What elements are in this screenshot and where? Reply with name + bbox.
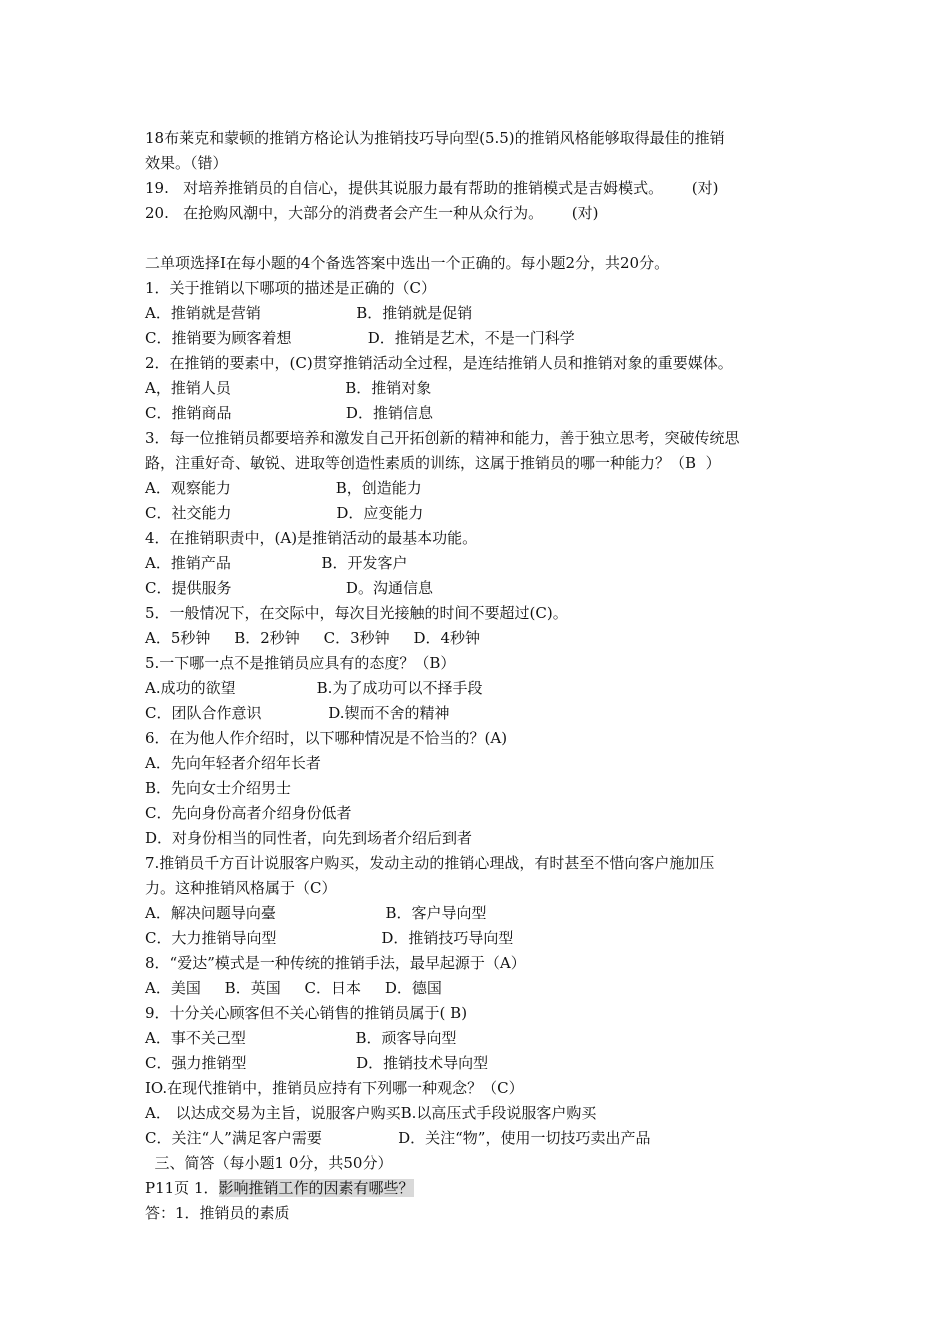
question-7-line1: 7.推销员千方百计说服客户购买，发动主动的推销心理战，有时甚至不惜向客户施加压 <box>145 854 715 872</box>
question-2: 2．在推销的要素中，(C)贯穿推销活动全过程，是连结推销人员和推销对象的重要媒体。 <box>145 354 733 372</box>
question-8: 8．“爱达”模式是一种传统的推销手法，最早起源于（A） <box>145 954 526 972</box>
question-9: 9．十分关心顾客但不关心销售的推销员属于( B) <box>145 1004 468 1022</box>
question-1-options-cd: C．推销要为顾客着想 D．推销是艺术，不是一门科学 <box>145 329 575 347</box>
question-2-options-cd: C．推销商品 D．推销信息 <box>145 404 433 422</box>
tf-item-18-line2: 效果。（错） <box>145 154 228 172</box>
question-10-options-ab: A． 以达成交易为主旨，说服客户购买B.以高压式手段说服客户购买 <box>145 1104 597 1122</box>
answer-line: 答：1．推销员的素质 <box>145 1204 290 1222</box>
question-6-option-d: D．对身份相当的同性者，向先到场者介绍后到者 <box>145 829 473 847</box>
question-6-option-b: B．先向女士介绍男士 <box>145 779 292 797</box>
question-1: 1．关于推销以下哪项的描述是正确的（C） <box>145 279 437 297</box>
question-5b: 5.一下哪一点不是推销员应具有的态度？（B） <box>145 654 456 672</box>
question-4-options-cd: C．提供服务 D。沟通信息 <box>145 579 433 597</box>
question-10: IO.在现代推销中，推销员应持有下列哪一种观念？（C） <box>145 1079 524 1097</box>
question-7-options-cd: C．大力推销导向型 D．推销技巧导向型 <box>145 929 514 947</box>
tf-item-18-line1: 18布莱克和蒙顿的推销方格论认为推销技巧导向型(5.5)的推销风格能够取得最佳的推销 <box>145 129 725 147</box>
question-5: 5．一般情况下，在交际中，每次目光接触的时间不要超过(C)。 <box>145 604 568 622</box>
tf-item-20: 20. 在抢购风潮中，大部分的消费者会产生一种从众行为。 (对) <box>145 204 599 222</box>
question-1-options-ab: A．推销就是营销 B．推销就是促销 <box>145 304 473 322</box>
section-heading-short-answer: 三、简答（每小题1 0分，共50分） <box>145 1154 393 1172</box>
question-8-options: A．美国 B．英国 C．日本 D．德国 <box>145 979 442 997</box>
short-answer-question-1 <box>145 1178 414 1198</box>
question-4-options-ab: A．推销产品 B．开发客户 <box>145 554 408 572</box>
question-7-line2: 力。这种推销风格属于（C） <box>145 879 337 897</box>
question-6: 6．在为他人作介绍时，以下哪种情况是不恰当的？(A) <box>145 729 508 747</box>
question-5-options: A．5秒钟 B．2秒钟 C．3秒钟 D．4秒钟 <box>145 629 481 647</box>
highlighted-question-text: 影响推销工作的因素有哪些？ <box>218 1179 414 1197</box>
section-heading-single-choice: 二单项选择I在每小题的4个备选答案中选出一个正确的。每小题2分，共20分。 <box>145 254 670 272</box>
question-5b-options-cd: C．团队合作意识 D.锲而不舍的精神 <box>145 704 450 722</box>
question-3-options-ab: A．观察能力 B，创造能力 <box>145 479 422 497</box>
question-9-options-ab: A．事不关己型 B．顽客导向型 <box>145 1029 457 1047</box>
question-2-options-ab: A，推销人员 B．推销对象 <box>145 379 432 397</box>
question-6-option-c: C．先向身份高者介绍身份低者 <box>145 804 352 822</box>
question-3-line2: 路，注重好奇、敏锐、进取等创造性素质的训练，这属于推销员的哪一种能力？（B ） <box>145 454 721 472</box>
question-4: 4．在推销职责中，(A)是推销活动的最基本功能。 <box>145 529 478 547</box>
question-10-options-cd: C．关注“人”满足客户需要 D．关注“物”，使用一切技巧卖出产品 <box>145 1129 651 1147</box>
question-7-options-ab: A．解决问题导向臺 B．客户导向型 <box>145 904 487 922</box>
question-3-line1: 3．每一位推销员都要培养和激发自己开拓创新的精神和能力，善于独立思考，突破传统思 <box>145 429 740 447</box>
tf-item-19: 19. 对培养推销员的自信心，提供其说服力最有帮助的推销模式是吉姆模式。 (对) <box>145 179 719 197</box>
page-reference: P11页 1． <box>145 1179 219 1197</box>
question-5b-options-ab: A.成功的欲望 B.为了成功可以不择手段 <box>145 679 483 697</box>
question-9-options-cd: C．强力推销型 D．推销技术导向型 <box>145 1054 489 1072</box>
question-6-option-a: A．先向年轻者介绍年长者 <box>145 754 321 772</box>
question-3-options-cd: C．社交能力 D．应变能力 <box>145 504 424 522</box>
